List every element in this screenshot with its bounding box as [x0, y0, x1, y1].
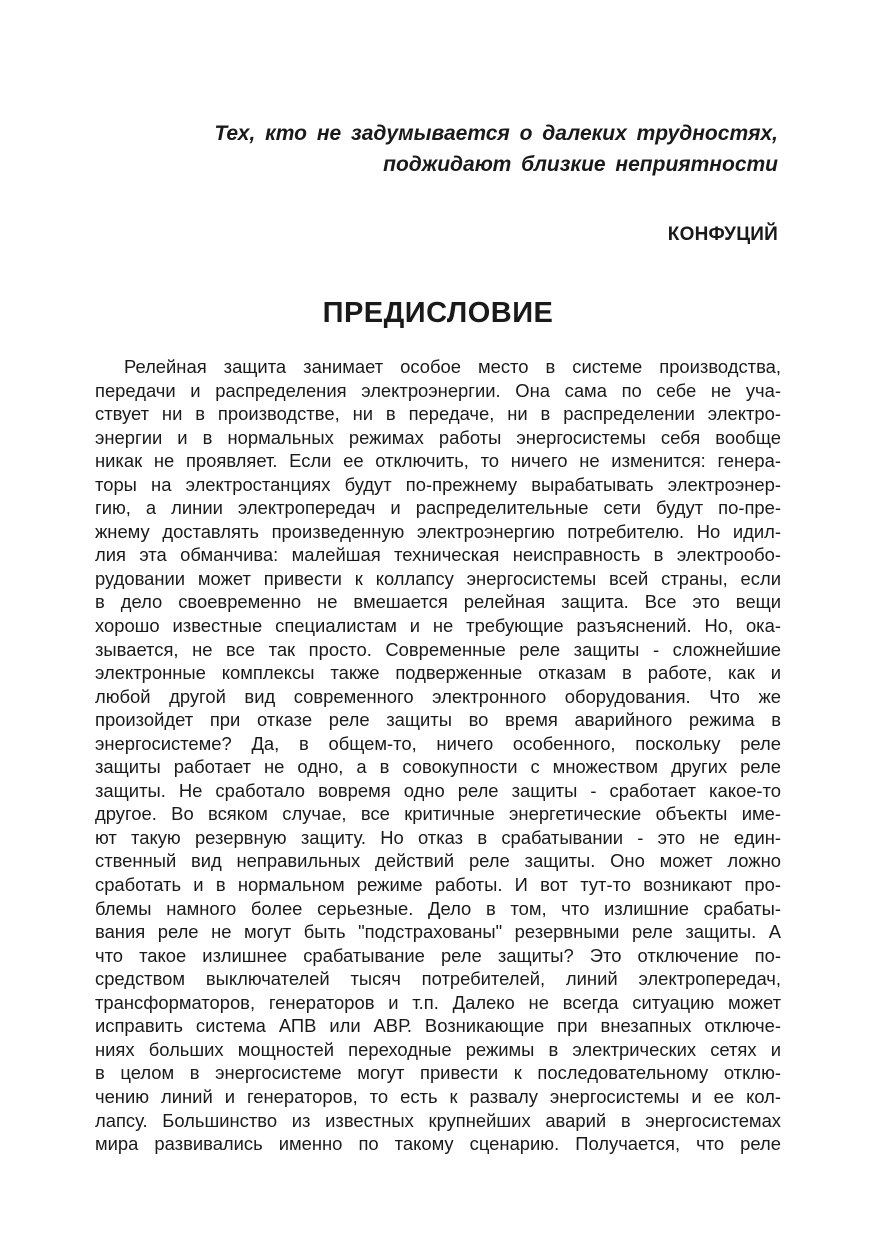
text-line: энергии и в нормальных режимах работы энергосистемы себя вообще	[95, 426, 781, 448]
text-line: зывается, не все так просто. Современные реле защиты - сложнейшие	[95, 638, 781, 660]
text-line: рудовании может привести к коллапсу энергосистемы всей страны, если	[95, 567, 781, 589]
text-line: средством выключателей тысяч потребителей, линий электропередач,	[95, 968, 781, 990]
text-line: чению линий и генераторов, то есть к развалу энергосистемы и ее кол-	[95, 1085, 781, 1107]
page-title: ПРЕДИСЛОВИЕ	[322, 297, 554, 329]
text-line: ниях больших мощностей переходные режимы в электрических сетях и	[95, 1038, 781, 1060]
text-line: лия эта обманчива: малейшая техническая неисправность в электрообо-	[95, 544, 781, 566]
text-line: электронные комплексы также подверженные отказам в работе, как и	[95, 662, 781, 684]
text-line: трансформаторов, генераторов и т.п. Далеко не всегда ситуацию может	[95, 991, 781, 1013]
text-line: Релейная защита занимает особое место в системе производства,	[124, 356, 781, 377]
text-line: ствует ни в производстве, ни в передаче, ни в распределении электро-	[95, 403, 781, 425]
text-line: защиты работает не одно, а в совокупности с множеством других реле	[95, 756, 781, 778]
text-line: передачи и распределения электроэнергии. Она сама по себе не уча-	[95, 379, 781, 401]
text-line: что такое излишнее срабатывание реле защиты? Это отключение по-	[95, 944, 781, 966]
text-line: в дело своевременно не вмешается релейная защита. Все это вещи	[95, 591, 781, 613]
text-line: любой другой вид современного электронного оборудования. Что же	[95, 685, 781, 707]
epigraph-line: поджидают близкие неприятности	[383, 153, 778, 176]
text-line: ственный вид неправильных действий реле защиты. Оно может ложно	[95, 850, 781, 872]
text-line: блемы намного более серьезные. Дело в том, что излишние срабаты-	[95, 897, 781, 919]
text-line: ют такую резервную защиту. Но отказ в срабатывании - это не един-	[95, 826, 781, 848]
text-line: мира развивались именно по такому сценарию. Получается, что реле	[95, 1133, 781, 1155]
epigraph-line: Тех, кто не задумывается о далеких трудностях,	[214, 122, 778, 145]
text-line: вания реле не могут быть "подстрахованы" резервными реле защиты. А	[95, 921, 781, 943]
text-line: сработать и в нормальном режиме работы. И вот тут-то возникают про-	[95, 874, 781, 896]
text-line: хорошо известные специалистам и не требующие разъяснений. Но, ока-	[95, 615, 781, 637]
text-line: энергосистеме? Да, в общем-то, ничего особенного, поскольку реле	[95, 732, 781, 754]
text-line: защиты. Не сработало вовремя одно реле защиты - сработает какое-то	[95, 779, 781, 801]
text-line: никак не проявляет. Если ее отключить, то ничего не изменится: генера-	[95, 450, 781, 472]
text-line: в целом в энергосистеме могут привести к последовательному отклю-	[95, 1062, 781, 1084]
text-line: торы на электростанциях будут по-прежнему вырабатывать электроэнер-	[95, 473, 781, 495]
text-line: исправить система АПВ или АВР. Возникающие при внезапных отключе-	[95, 1015, 781, 1037]
body-paragraph	[95, 355, 781, 1156]
text-line: произойдет при отказе реле защиты во время аварийного режима в	[95, 709, 781, 731]
text-line: жнему доставлять произведенную электроэнергию потребителю. Но идил-	[95, 520, 781, 542]
text-line: лапсу. Большинство из известных крупнейших аварий в энергосистемах	[95, 1109, 781, 1131]
text-line: гию, а линии электропередач и распределительные сети будут по-пре-	[95, 497, 781, 519]
text-line: другое. Во всяком случае, все критичные энергетические объекты име-	[95, 803, 781, 825]
epigraph-author: КОНФУЦИЙ	[667, 224, 778, 245]
epigraph	[98, 118, 778, 180]
